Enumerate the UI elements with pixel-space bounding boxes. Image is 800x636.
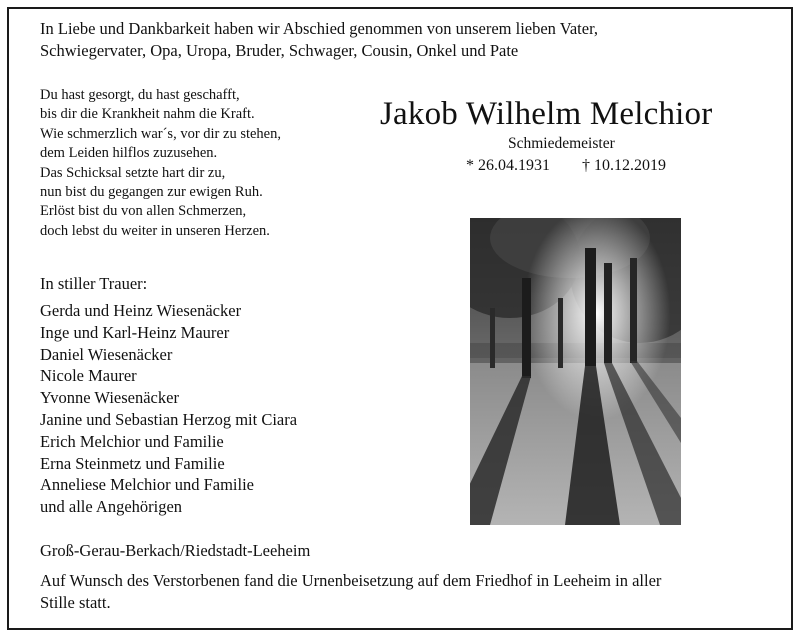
mourner: Janine und Sebastian Herzog mit Ciara	[40, 409, 298, 429]
mourner: Daniel Wiesenäcker	[40, 344, 173, 364]
intro-text	[40, 18, 598, 62]
life-dates	[466, 155, 666, 177]
death-date: † 10.12.2019	[582, 157, 666, 174]
birth-date: * 26.04.1931	[466, 157, 550, 174]
deceased-occupation: Schmiedemeister	[508, 135, 615, 152]
poem-line: dem Leiden hilflos zuzusehen.	[40, 145, 218, 162]
forest-sunlight-photo	[470, 218, 681, 525]
poem-line: Erlöst bist du von allen Schmerzen,	[40, 203, 247, 220]
poem-line: Wie schmerzlich war´s, vor dir zu stehen,	[40, 125, 281, 142]
poem-line: bis dir die Krankheit nahm die Kraft.	[40, 106, 255, 123]
poem-line: nun bist du gegangen zur ewigen Ruh.	[40, 184, 263, 201]
mourner: Anneliese Melchior und Familie	[40, 475, 254, 495]
closing-line: Auf Wunsch des Verstorbenen fand die Urnenbeisetzung auf dem Friedhof in Leeheim in aller	[40, 571, 662, 590]
mourning-section	[40, 273, 147, 294]
place-text: Groß-Gerau-Berkach/Riedstadt-Leeheim	[40, 541, 311, 560]
poem-line: doch lebst du weiter in unseren Herzen.	[40, 222, 270, 239]
closing-text	[40, 570, 661, 614]
intro-line: Schwiegervater, Opa, Uropa, Bruder, Schwager, Cousin, Onkel und Pate	[40, 41, 519, 60]
mourner: und alle Angehörigen	[40, 497, 183, 517]
poem	[40, 86, 281, 241]
mourners-list	[40, 300, 297, 518]
intro-line: In Liebe und Dankbarkeit haben wir Abschied genommen von unserem lieben Vater,	[40, 19, 599, 38]
poem-line: Du hast gesorgt, du hast geschafft,	[40, 87, 240, 103]
mourner: Gerda und Heinz Wiesenäcker	[40, 301, 242, 320]
place-line	[40, 540, 310, 562]
mourner: Inge und Karl-Heinz Maurer	[40, 322, 230, 342]
deceased-name: Jakob Wilhelm Melchior	[380, 96, 713, 132]
mourner: Erna Steinmetz und Familie	[40, 453, 225, 473]
mourner: Yvonne Wiesenäcker	[40, 388, 179, 408]
mourner: Erich Melchior und Familie	[40, 431, 224, 451]
closing-line: Stille statt.	[40, 593, 111, 612]
mourning-heading: In stiller Trauer:	[40, 274, 148, 293]
poem-line: Das Schicksal setzte hart dir zu,	[40, 164, 226, 181]
mourner: Nicole Maurer	[40, 366, 137, 386]
